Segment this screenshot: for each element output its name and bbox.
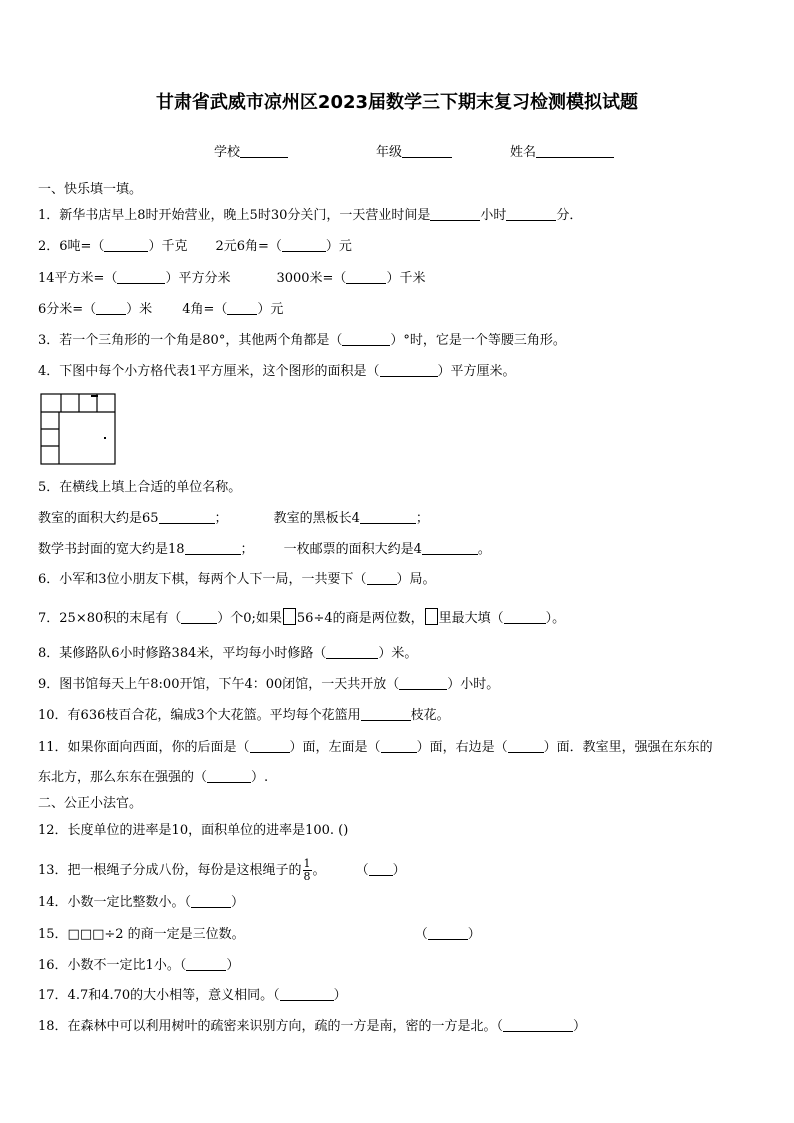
- question-13: 13．把一根绳子分成八份，每份是这根绳子的 $\frac{1}{8}$ 。 （ ）: [38, 857, 406, 883]
- blank-box: [425, 608, 438, 625]
- question-5-line-1: 教室的面积大约是65 ； 教室的黑板长4 ；: [38, 511, 429, 526]
- question-1: 1．新华书店早上8时开始营业，晚上5时30分关门，一天营业时间是 小时 分．: [38, 208, 583, 223]
- question-12: 12．长度单位的进率是10，面积单位的进率是100. (): [38, 823, 349, 838]
- fraction-one-eighth: $\frac{1}{8}$: [303, 857, 311, 883]
- section-1-heading: 一、快乐填一填。: [38, 182, 143, 197]
- school-field: 学校: [214, 141, 288, 160]
- question-4: 4．下图中每个小方格代表1平方厘米，这个图形的面积是（ ）平方厘米。: [38, 364, 516, 379]
- section-2-heading: 二、公正小法官。: [38, 796, 143, 811]
- question-6: 6．小军和3位小朋友下棋，每两个人下一局，一共要下（ ）局。: [38, 572, 436, 587]
- question-7: 7．25×80积的末尾有（ ）个0;如果 56÷4的商是两位数， 里最大填（ ）。: [38, 608, 565, 628]
- question-5-heading: 5．在横线上填上合适的单位名称。: [38, 480, 242, 495]
- page-title: 甘肃省武威市凉州区2023届数学三下期末复习检测模拟试题: [155, 92, 639, 113]
- name-field: 姓名: [510, 141, 614, 160]
- question-16: 16．小数不一定比1小。（ ）: [38, 958, 240, 973]
- grade-field: 年级: [376, 141, 452, 160]
- blank-box: [283, 608, 296, 625]
- question-14: 14．小数一定比整数小。（ ）: [38, 895, 245, 910]
- question-2-line-1: 2．6吨=（ ）千克 2元6角=（ ）元: [38, 239, 352, 254]
- question-17: 17．4.7和4.70的大小相等，意义相同。（ ）: [38, 988, 347, 1003]
- question-11-line-2: 东北方，那么东东在强强的（ ）.: [38, 770, 269, 785]
- question-3: 3．若一个三角形的一个角是80°，其他两个角都是（ ）°时，它是一个等腰三角形。: [38, 333, 566, 348]
- area-grid-figure: [40, 393, 118, 467]
- question-2-line-3: 6分米=（ ）米 4角=（ ）元: [38, 302, 284, 317]
- question-9: 9．图书馆每天上午8:00开馆，下午4：00闭馆，一天共开放（ ）小时。: [38, 677, 500, 692]
- question-18: 18．在森林中可以利用树叶的疏密来识别方向，疏的一方是南，密的一方是北。（ ）: [38, 1019, 587, 1034]
- question-15: 15．□□□÷2 的商一定是三位数。 （ ）: [38, 927, 481, 942]
- question-5-line-2: 数学书封面的宽大约是18 ； 一枚邮票的面积大约是4 。: [38, 542, 491, 557]
- question-11-line-1: 11．如果你面向西面，你的后面是（ ）面，左面是（ ）面，右边是（ ）面．教室里，强强在东东的: [38, 740, 713, 755]
- grid-dot-mark: [104, 437, 106, 439]
- question-8: 8．某修路队6小时修路384米，平均每小时修路（ ）米。: [38, 646, 418, 661]
- question-10: 10．有636枝百合花，编成3个大花篮。平均每个花篮用 枝花。: [38, 708, 450, 723]
- question-2-line-2: 14平方米=（ ）平方分米 3000米=（ ）千米: [38, 271, 426, 286]
